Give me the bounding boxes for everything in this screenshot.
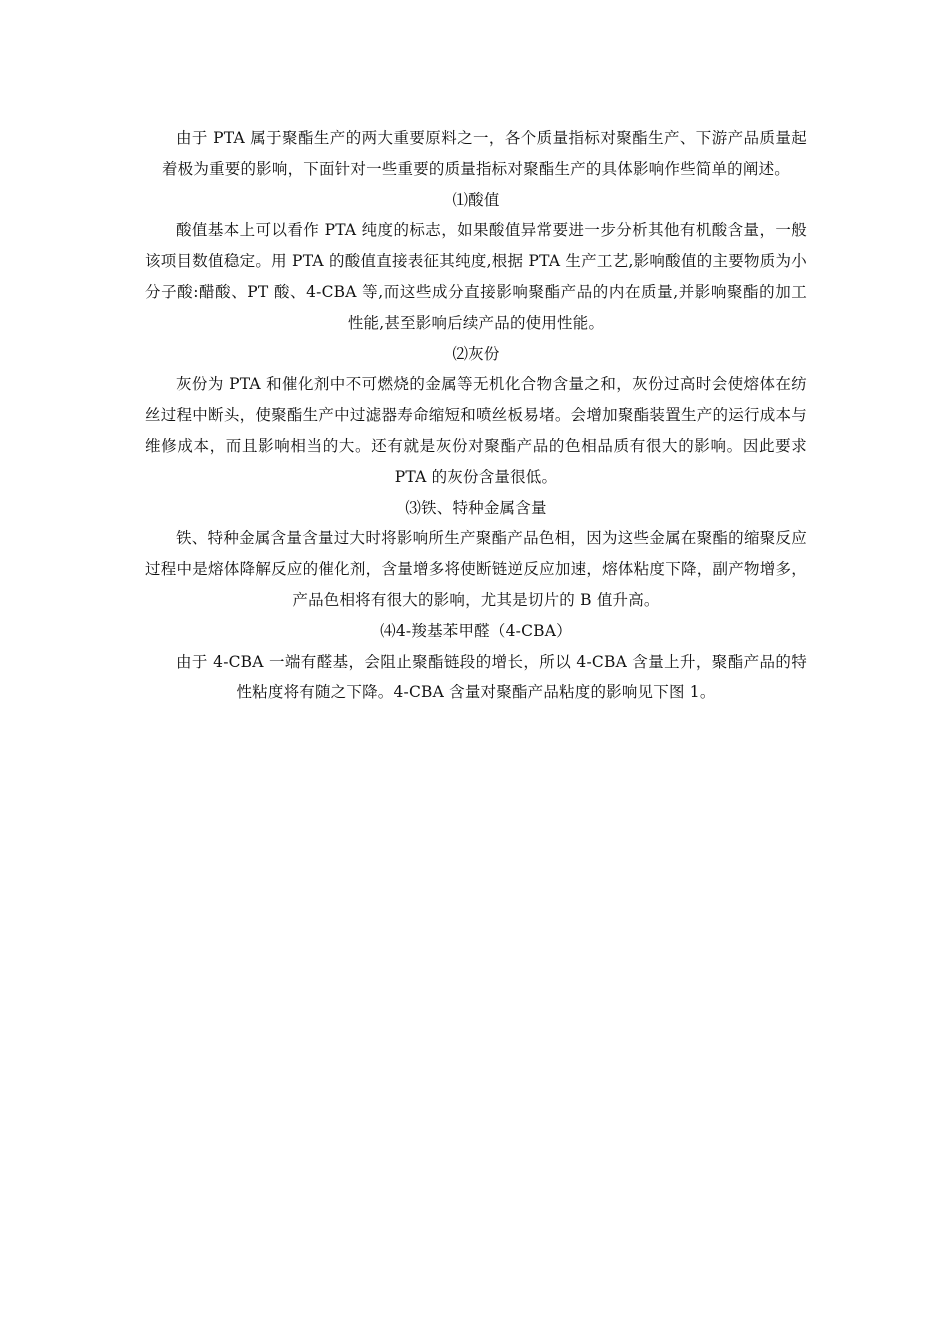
section-paragraph-metals: 铁、特种金属含量含量过大时将影响所生产聚酯产品色相，因为这些金属在聚酯的缩聚反应过程中是熔体降解反应的催化剂，含量增多将使断链逆反应加速，熔体粘度下降，副产物增多，产品色相将有很大的影响，尤其是切片的 B 值升高。 xyxy=(145,529,807,609)
section-heading-4cba: ⑷4-羧基苯甲醛（4-CBA） xyxy=(380,621,572,640)
section-heading-metals: ⑶铁、特种金属含量 xyxy=(405,498,547,517)
section-paragraph-ash: 灰份为 PTA 和催化剂中不可燃烧的金属等无机化合物含量之和，灰份过高时会使熔体在纺丝过程中断头，使聚酯生产中过滤器寿命缩短和喷丝板易堵。会增加聚酯装置生产的运行成本与维修成本，而且影响相当的大。还有就是灰份对聚酯产品的色相品质有很大的影响。因此要求 PTA 的灰份含量很低。 xyxy=(145,375,807,486)
section-heading-acid-value: ⑴酸值 xyxy=(452,190,500,209)
document-body xyxy=(145,123,807,708)
section-paragraph-4cba: 由于 4-CBA 一端有醛基，会阻止聚酯链段的增长，所以 4-CBA 含量上升，聚酯产品的特性粘度将有随之下降。4-CBA 含量对聚酯产品粘度的影响见下图 1。 xyxy=(176,652,807,702)
intro-paragraph: 由于 PTA 属于聚酯生产的两大重要原料之一，各个质量指标对聚酯生产、下游产品质量起着极为重要的影响，下面针对一些重要的质量指标对聚酯生产的具体影响作些简单的阐述。 xyxy=(161,129,807,178)
section-paragraph-acid-value: 酸值基本上可以看作 PTA 纯度的标志，如果酸值异常要进一步分析其他有机酸含量，一般该项目数值稳定。用 PTA 的酸值直接表征其纯度,根据 PTA 生产工艺,影响酸值的主要物质为小分子酸:醋酸、PT 酸、4-CBA 等,而这些成分直接影响聚酯产品的内在质量,并影响聚酯的加工性能,甚至影响后续产品的使用性能。 xyxy=(145,221,807,332)
section-heading-ash: ⑵灰份 xyxy=(452,344,500,363)
